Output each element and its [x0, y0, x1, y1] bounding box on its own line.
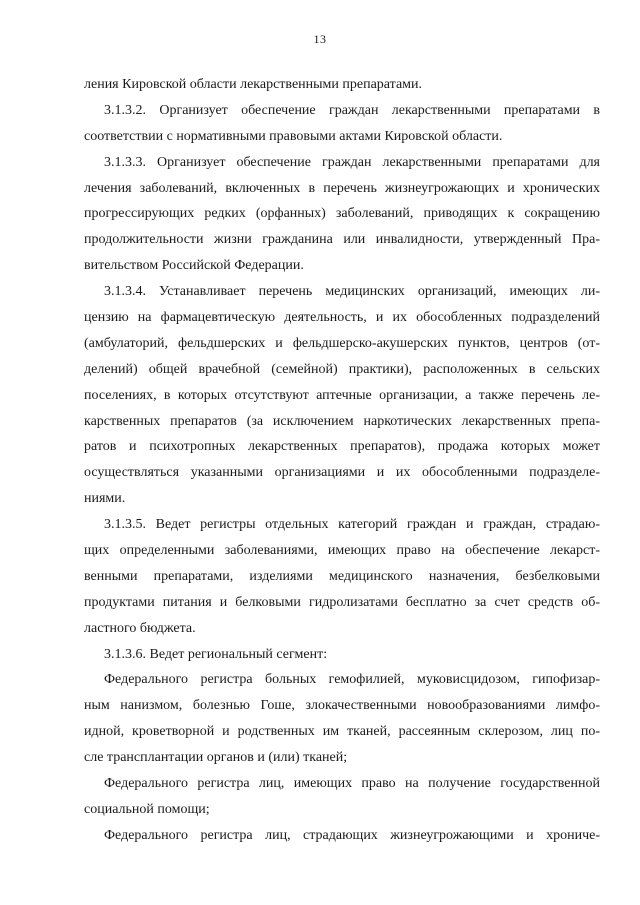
text-line: делений) общей врачебной (семейной) практики), расположенных в сельских: [84, 361, 600, 377]
text-line: лечения заболеваний, включенных в перечень жизнеугрожающих и хронических: [84, 180, 600, 196]
text-line: карственных препаратов (за исключением наркотических лекарственных препа-: [84, 413, 600, 429]
text-line: ластного бюджета.: [84, 620, 196, 636]
paragraph: [84, 72, 600, 98]
text-line: ным нанизмом, болезнью Гоше, злокачественными новообразованиями лимфо-: [84, 698, 600, 714]
paragraph: [84, 667, 600, 771]
paragraph: [84, 512, 600, 641]
text-line: (амбулаторий, фельдшерских и фельдшерско-акушерских пунктов, центров (от-: [84, 335, 600, 351]
text-line: вительством Российской Федерации.: [84, 258, 304, 274]
text-line: Федерального регистра лиц, имеющих право на получение государственной: [104, 776, 600, 792]
text-line: 3.1.3.5. Ведет регистры отдельных категорий граждан и граждан, страдаю-: [104, 517, 600, 533]
paragraph: [84, 771, 600, 823]
text-line: 3.1.3.4. Устанавливает перечень медицинских организаций, имеющих ли-: [104, 284, 600, 300]
text-line: соответствии с нормативными правовыми актами Кировской области.: [84, 128, 503, 144]
text-line: продолжительности жизни гражданина или инвалидности, утвержденный Пра-: [84, 232, 600, 248]
text-line: социальной помощи;: [84, 801, 210, 817]
text-line: Федерального регистра больных гемофилией, муковисцидозом, гипофизар-: [104, 672, 600, 688]
text-line: ратов и психотропных лекарственных препаратов), продажа которых может: [84, 439, 600, 455]
text-line: 3.1.3.2. Организует обеспечение граждан лекарственными препаратами в: [104, 102, 600, 118]
paragraph: [84, 279, 600, 512]
body-text: [84, 72, 600, 849]
text-line: сле трансплантации органов и (или) тканей;: [84, 750, 348, 766]
text-line: поселениях, в которых отсутствуют аптечные организации, а также перечень ле-: [84, 387, 600, 403]
paragraph: [84, 150, 600, 279]
text-line: щих определенными заболеваниями, имеющих право на обеспечение лекарст-: [84, 543, 600, 559]
text-line: осуществляться указанными организациями и их обособленными подразделе-: [84, 465, 600, 481]
paragraph: [84, 823, 600, 849]
text-line: 3.1.3.3. Организует обеспечение граждан лекарственными препаратами для: [104, 154, 600, 170]
page-number: 13: [313, 32, 327, 46]
text-line: продуктами питания и белковыми гидролизатами бесплатно за счет средств об-: [84, 594, 600, 610]
paragraph: [84, 642, 600, 668]
text-line: венными препаратами, изделиями медицинского назначения, безбелковыми: [84, 568, 600, 584]
text-line: цензию на фармацевтическую деятельность, и их обособленных подразделений: [84, 310, 600, 326]
text-line: прогрессирующих редких (орфанных) заболеваний, приводящих к сокращению: [84, 206, 600, 222]
text-line: Федерального регистра лиц, страдающих жизнеугрожающими и хрониче-: [104, 827, 600, 843]
text-line: идной, кроветворной и родственных им тканей, рассеянным склерозом, лиц по-: [84, 724, 600, 740]
paragraph: [84, 98, 600, 150]
text-line: ления Кировской области лекарственными препаратами.: [84, 77, 423, 92]
text-line: ниями.: [84, 491, 126, 507]
text-line: 3.1.3.6. Ведет региональный сегмент:: [104, 646, 328, 662]
